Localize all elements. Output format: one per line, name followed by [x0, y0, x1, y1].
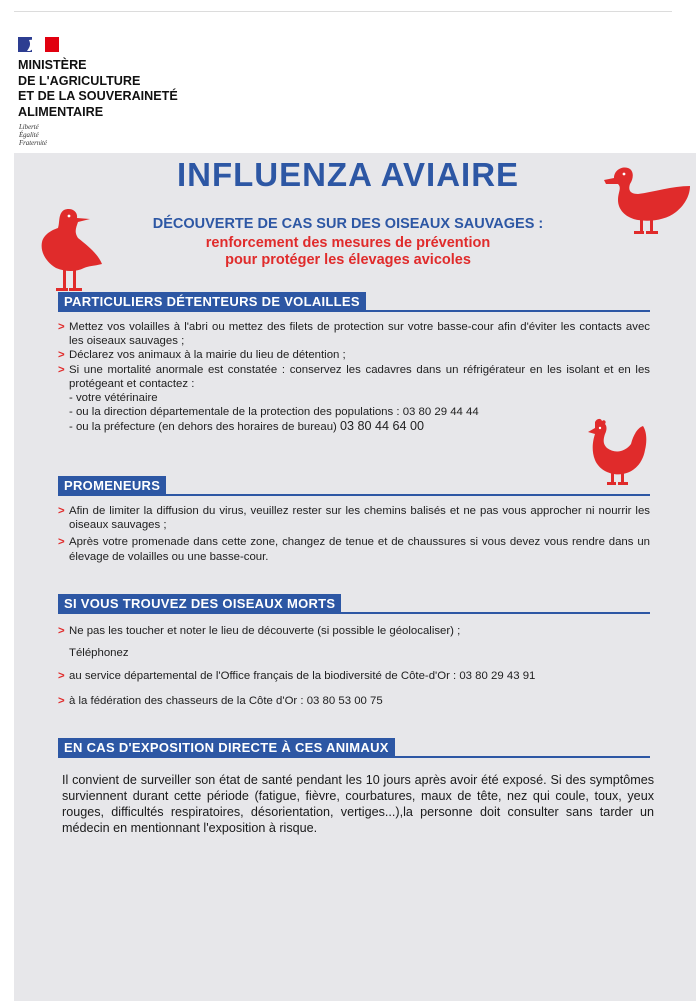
motto-line: Égalité	[19, 132, 39, 140]
subtitle-red-line: renforcement des mesures de prévention	[205, 235, 491, 251]
motto-line: Liberté	[19, 124, 39, 131]
ministry-line: ALIMENTAIRE	[18, 104, 104, 119]
telephonez-label: Téléphonez	[69, 647, 129, 659]
prefecture-phone: 03 80 44 64 00	[340, 419, 425, 434]
section-underline	[58, 494, 650, 496]
marianne-flag-icon	[18, 37, 59, 52]
motto-line: Fraternité	[19, 140, 47, 148]
ministry-line: MINISTÈRE	[18, 58, 87, 72]
contact-line: - ou la direction départementale de la protection des populations : 03 80 29 44 44	[69, 406, 479, 419]
list-item: > Ne pas les toucher et noter le lieu de découverte (si possible le géolocaliser) ;	[58, 624, 650, 638]
exposition-paragraph: Il convient de surveiller son état de santé pendant les 10 jours après avoir été exposé. Si des symptômes surviennent durant cette période (fatigue, fièvre, courbatures, maux de tête, nez qui coule, toux, yeux rouges, difficultés respiratoires, désorientation, vertiges...),la personne doit consulter sans tarder un médecin en mentionnant l'exposition à risque.	[62, 773, 654, 835]
list-item: > au service départemental de l'Office français de la biodiversité de Côte-d'Or : 03 80 29 43 91	[58, 669, 650, 683]
ministry-name	[18, 58, 178, 120]
section-underline	[58, 310, 650, 312]
contact-line: - votre vétérinaire	[69, 392, 158, 405]
list-item: > Si une mortalité anormale est constatée : conservez les cadavres dans un réfrigérateur en les isolant et en les protégeant et contactez :	[58, 363, 650, 391]
list-item: > Afin de limiter la diffusion du virus, veuillez rester sur les chemins balisés et ne pas vous approcher ni nourrir les oiseaux sauvages ;	[58, 504, 650, 532]
list-item: > à la fédération des chasseurs de la Côte d'Or : 03 80 53 00 75	[58, 694, 650, 708]
contact-line-prefecture	[58, 419, 650, 434]
particuliers-list	[58, 320, 650, 435]
subtitle-red	[0, 235, 696, 269]
page-title: INFLUENZA AVIAIRE	[176, 156, 520, 193]
morts-list	[58, 624, 650, 638]
content-panel	[14, 153, 696, 1001]
morts-list-3	[58, 694, 650, 708]
section-underline	[58, 612, 650, 614]
motto	[19, 124, 47, 149]
section-heading-exposition: EN CAS D'EXPOSITION DIRECTE À CES ANIMAUX	[58, 738, 395, 757]
subtitle-red-line: pour protéger les élevages avicoles	[225, 252, 471, 268]
ministry-line: DE L'AGRICULTURE	[18, 73, 141, 88]
morts-list-2	[58, 669, 650, 683]
section-heading-particuliers: PARTICULIERS DÉTENTEURS DE VOLAILLES	[58, 292, 366, 311]
list-item: > Mettez vos volailles à l'abri ou mettez des filets de protection sur votre basse-cour afin d'éviter les contacts avec les oiseaux sauvages ;	[58, 320, 650, 348]
subtitle: DÉCOUVERTE DE CAS SUR DES OISEAUX SAUVAGES :	[152, 216, 544, 232]
section-heading-promeneurs: PROMENEURS	[58, 476, 166, 495]
top-divider	[14, 11, 672, 12]
list-item: > Après votre promenade dans cette zone, changez de tenue et de chaussures si vous devez vous rendre dans un élevage de volailles ou une basse-cour.	[58, 535, 650, 563]
list-item: > Déclarez vos animaux à la mairie du lieu de détention ;	[58, 348, 650, 362]
promeneurs-list	[58, 504, 650, 564]
section-underline	[58, 756, 650, 758]
contact-text: - ou la préfecture (en dehors des horaires de bureau)	[69, 421, 341, 434]
ministry-line: ET DE LA SOUVERAINETÉ	[18, 89, 178, 103]
section-heading-morts: SI VOUS TROUVEZ DES OISEAUX MORTS	[58, 594, 341, 613]
